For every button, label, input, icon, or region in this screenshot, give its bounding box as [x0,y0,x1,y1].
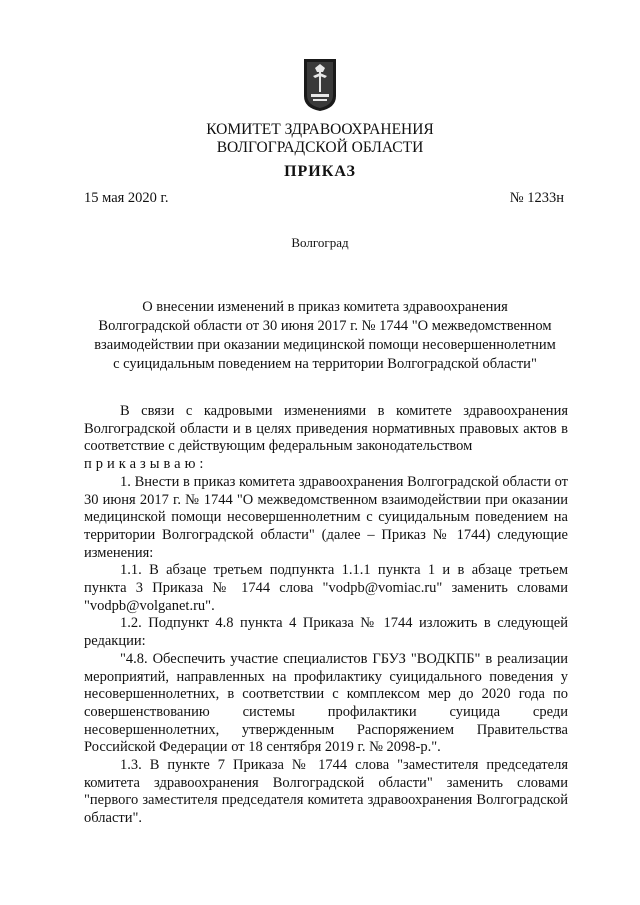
subject-line: взаимодействии при оказании медицинской помощи несовершеннолетним [94,337,556,353]
subject-line: Волгоградской области от 30 июня 2017 г. № 1744 "О межведомственном [98,318,552,334]
document-type: ПРИКАЗ [284,163,356,180]
item-1-paragraph: 1. Внести в приказ комитета здравоохранения Волгоградской области от 30 июня 2017 г. № 1744 "О межведомственном взаимодействии при оказании медицинской помощи несовершеннолетним с суицидальным поведением на территории Волгоградской области" (далее – Приказ № 1744) следующие изменения: [84,473,568,561]
city: Волгоград [291,235,349,250]
preamble-paragraph: В связи с кадровыми изменениями в комитете здравоохранения Волгоградской области и в целях приведения нормативных правовых актов в соответствие с действующим федеральным законодательством [84,403,568,455]
document-subject [60,298,590,374]
document-date: 15 мая 2020 г. [84,190,169,206]
org-name-line2: ВОЛГОГРАДСКОЙ ОБЛАСТИ [216,139,424,156]
subject-line: О внесении изменений в приказ комитета здравоохранения [142,299,508,315]
item-1-2-paragraph: 1.2. Подпункт 4.8 пункта 4 Приказа № 1744 изложить в следующей редакции: [84,615,568,650]
org-name-line1: КОМИТЕТ ЗДРАВООХРАНЕНИЯ [206,121,434,138]
order-word: приказываю: [84,456,208,473]
subject-line: с суицидальным поведением на территории Волгоградской области" [113,356,537,372]
document-number: № 1233н [509,190,564,206]
item-1-3-paragraph: 1.3. В пункте 7 Приказа № 1744 слова "заместителя председателя комитета здравоохранения Волгоградской области" заменить словами "первого заместителя председателя комитета здравоохранения Волгоградской области". [84,757,568,827]
item-4-8-paragraph: "4.8. Обеспечить участие специалистов ГБУЗ "ВОДКПБ" в реализации мероприятий, направленных на профилактику суицидального поведения у несовершеннолетних, в соответствии с комплексом мер до 2020 года по совершенствованию системы профилактики суицида среди несовершеннолетних, утвержденным Распоряжением Правительства Российской Федерации от 18 сентября 2019 г. № 2098-р.". [84,650,568,756]
document-body [84,403,568,828]
item-1-1-paragraph: 1.1. В абзаце третьем подпункта 1.1.1 пункта 1 и в абзаце третьем пункта 3 Приказа № 1744 слова "vodpb@vomiac.ru" заменить словами "vodpb@volganet.ru". [84,562,568,614]
coat-of-arms-icon [303,58,337,112]
